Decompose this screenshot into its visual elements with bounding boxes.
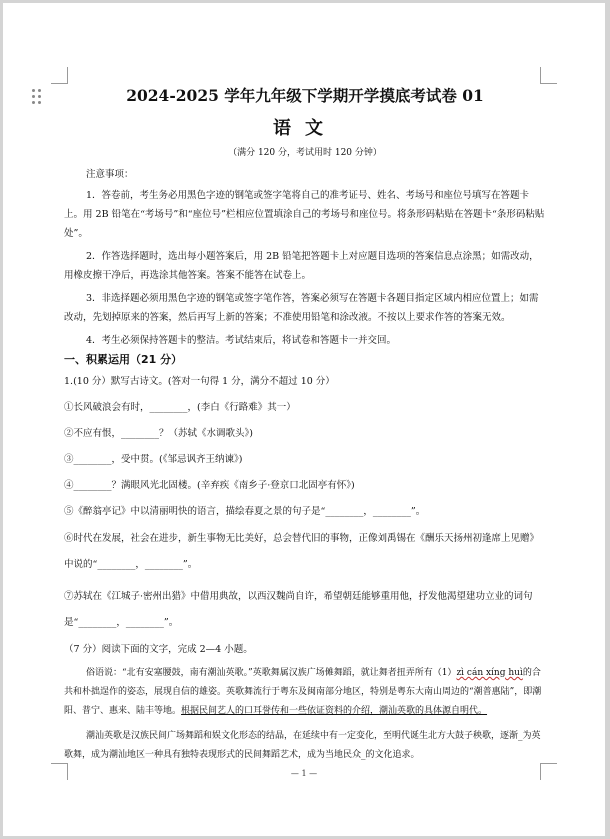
recitation-item: ⑥时代在发展，社会在进步，新生事物无比美好，总会替代旧的事物，正像刘禹锡在《酬乐天扬州初逢席上见赠》中说的“________，________”。 — [64, 533, 540, 570]
recitation-item: ④________？满眼风光北固楼。(辛弃疾《南乡子·登京口北固亭有怀》) — [64, 480, 355, 491]
recitation-item: ②不应有恨，________？（苏轼《水调歌头》) — [64, 428, 253, 439]
note-item: 2．作答选择题时，选出每小题答案后，用 2B 铅笔把答题卡上对应题目选项的答案信息点涂黑；如需改动，用橡皮擦干净后，再选涂其他答案。答案不能答在试卷上。 — [64, 251, 539, 281]
subject-title: 语文 — [273, 118, 337, 139]
recitation-item: ③________，受中贯。(《邹忌讽齐王纳谏》) — [64, 454, 243, 465]
document-content — [64, 81, 546, 765]
reading-paragraph-2: 潮汕英歌是汉族民间广场舞蹈和娱文化形态的结晶，在延续中有一定变化，至明代诞生北方大鼓子秧歌，逐渐_为英歌舞，成为潮汕地区一种具有独特表现形式的民间舞蹈艺术，成为当地民众_的文化追求。 — [64, 731, 541, 760]
question-1: 1.(10 分）默写古诗文。(答对一句得 1 分，满分不超过 10 分） — [64, 376, 335, 387]
drag-handle-icon[interactable] — [32, 89, 42, 105]
pinyin-blank: zì cán xíng huì — [456, 668, 523, 678]
para1-text-a: 俗语说：“北有安塞腰鼓，南有潮汕英歌。”英歌舞属汉族广场傩舞蹈，就让舞者扭弄所有（1） — [86, 668, 457, 678]
section-heading: 一、积累运用（21 分） — [64, 353, 183, 366]
notes-title: 注意事项： — [86, 169, 134, 180]
recitation-item: ⑦苏轼在《江城子·密州出猎》中借用典故，以西汉魏尚自许，希望朝廷能够重用他，抒发他渴望建功立业的词句是“________，________”。 — [64, 591, 533, 628]
recitation-item: ⑤《醉翁亭记》中以清丽明快的语言，描绘春夏之景的句子是“________，________”。 — [64, 506, 426, 517]
note-item: 3．非选择题必须用黑色字迹的钢笔或签字笔作答，答案必须写在答题卡各题目指定区域内相应位置上；如需改动，先划掉原来的答案，然后再写上新的答案；不准使用铅笔和涂改液。不按以上要求作答的答案无效。 — [64, 293, 539, 323]
reading-paragraph-1 — [64, 664, 546, 721]
para1-underlined-sentence: 根据民间艺人的口耳誉传和一些依证资料的介绍，潮汕英歌的具体源自明代。 — [181, 706, 488, 716]
document-page — [3, 3, 605, 836]
reading-instruction: （7 分）阅读下面的文字，完成 2—4 小题。 — [64, 644, 253, 655]
note-item: 4．考生必须保持答题卡的整洁。考试结束后，将试卷和答题卡一并交回。 — [86, 335, 397, 346]
exam-meta: （满分 120 分，考试用时 120 分钟） — [228, 148, 382, 158]
para1-text-b: 的合共和朴拙逞作的姿态，展现自信的雄姿。英歌舞流行于粤东及闽南部分地区，特别是粤东大南山周边的“潮普惠陆”，即潮阳、普宁、惠来、陆丰等地。 — [64, 668, 542, 716]
exam-title: 2024-2025 学年九年级下学期开学摸底考试卷 01 — [126, 86, 484, 105]
page-number: — 1 — — [290, 769, 318, 778]
recitation-item: ①长风破浪会有时，________，(李白《行路难》其一） — [64, 402, 296, 413]
note-item: 1．答卷前，考生务必用黑色字迹的钢笔或签字笔将自己的准考证号、姓名、考场号和座位号填写在答题卡上。用 2B 铅笔在“考场号”和“座位号”栏相应位置填涂自己的考场号和座位号。将条形码粘贴在答题卡“条形码粘贴处”。 — [64, 190, 545, 239]
